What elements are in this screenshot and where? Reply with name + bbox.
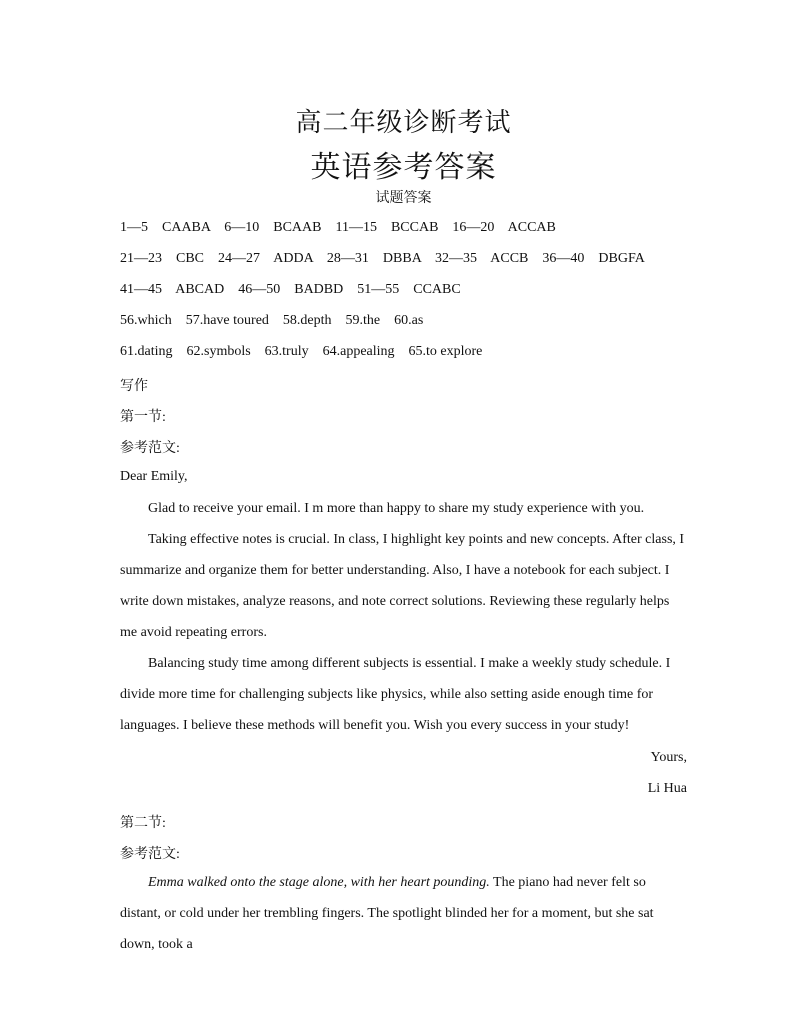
letter-closing: Yours, bbox=[650, 750, 687, 765]
letter-signature: Li Hua bbox=[647, 781, 687, 796]
section1-sample-label: 参考范文: bbox=[120, 441, 180, 456]
answer-line-5: 61.dating 62.symbols 63.truly 64.appealing 65.to explore bbox=[120, 344, 483, 359]
answer-line-1: 1—5 CAABA 6—10 BCAAB 11—15 BCCAB 16—20 ACCAB bbox=[120, 220, 556, 235]
exam-title: 高二年级诊断考试 bbox=[295, 108, 512, 137]
section2-label: 第二节: bbox=[120, 816, 166, 831]
answer-line-4: 56.which 57.have toured 58.depth 59.the 60.as bbox=[120, 313, 424, 328]
letter-salutation: Dear Emily, bbox=[120, 469, 188, 484]
letter-paragraph-3: Balancing study time among different subjects is essential. I make a weekly study schedule. I divide more time for challenging subjects like physics, while also setting aside enough time for languages. I believe these methods will benefit you. Wish you every success in your study! bbox=[120, 656, 671, 733]
writing-heading: 写作 bbox=[120, 379, 148, 394]
story-opening-sentence: Emma walked onto the stage alone, with her heart pounding. bbox=[148, 875, 490, 890]
story-continuation: The piano had never felt so distant, or cold under her trembling fingers. The spotlight blinded her for a moment, but she sat down, took a bbox=[120, 875, 654, 952]
letter-paragraph-1: Glad to receive your email. I m more than happy to share my study experience with you. bbox=[148, 501, 645, 516]
answer-key-title: 英语参考答案 bbox=[310, 151, 497, 184]
answer-line-2: 21—23 CBC 24—27 ADDA 28—31 DBBA 32—35 ACCB 36—40 DBGFA bbox=[120, 251, 645, 266]
section-subtitle: 试题答案 bbox=[375, 191, 432, 206]
answer-line-3: 41—45 ABCAD 46—50 BADBD 51—55 CCABC bbox=[120, 282, 461, 297]
section1-label: 第一节: bbox=[120, 410, 166, 425]
story-paragraph-1 bbox=[120, 867, 688, 960]
section2-sample-label: 参考范文: bbox=[120, 847, 180, 862]
letter-paragraph-2: Taking effective notes is crucial. In class, I highlight key points and new concepts. After class, I summarize and organize them for better understanding. Also, I have a notebook for each subject. I write down mistakes, analyze reasons, and note correct solutions. Reviewing these regularly helps me avoid repeating errors. bbox=[120, 532, 685, 640]
